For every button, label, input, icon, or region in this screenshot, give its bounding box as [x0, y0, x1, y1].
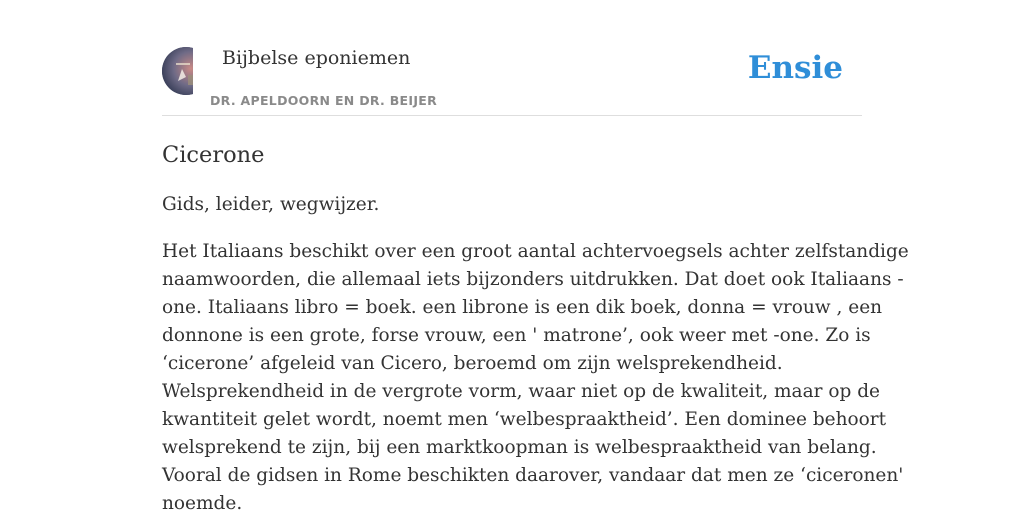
book-title-link[interactable]: Bijbelse eponiemen: [222, 47, 411, 69]
body-line: donnone is een grote, forse vrouw, een ' matrone’, ook weer met -one. Zo is: [162, 325, 871, 346]
entry-definition: Gids, leider, wegwijzer.: [162, 194, 380, 215]
entry-body: [162, 238, 909, 512]
page-header: [162, 40, 862, 116]
book-cover-icon[interactable]: [162, 47, 193, 95]
entry-content: [162, 139, 909, 512]
body-line: one. Italiaans libro = boek. een librone is een dik boek, donna = vrouw , een: [162, 297, 883, 318]
body-line: kwantiteit gelet wordt, noemt men ‘welbespraaktheid’. Een dominee behoort: [162, 409, 887, 430]
entry-title: Cicerone: [162, 142, 265, 168]
body-line: naamwoorden, die allemaal iets bijzonders uitdrukken. Dat doet ook Italiaans -: [162, 269, 904, 290]
body-line: Het Italiaans beschikt over een groot aantal achtervoegsels achter zelfstandige: [162, 241, 909, 262]
book-authors: DR. APELDOORN EN DR. BEIJER: [210, 93, 438, 108]
body-line: noemde.: [162, 493, 243, 512]
brand-logo[interactable]: Ensie: [747, 50, 843, 86]
body-line: ‘cicerone’ afgeleid van Cicero, beroemd om zijn welsprekendheid.: [162, 353, 783, 374]
body-line: Vooral de gidsen in Rome beschikten daarover, vandaar dat men ze ‘ciceronen': [162, 465, 904, 486]
body-line: Welsprekendheid in de vergrote vorm, waar niet op de kwaliteit, maar op de: [162, 381, 880, 402]
body-line: welsprekend te zijn, bij een marktkoopman is welbespraaktheid van belang.: [162, 437, 877, 458]
